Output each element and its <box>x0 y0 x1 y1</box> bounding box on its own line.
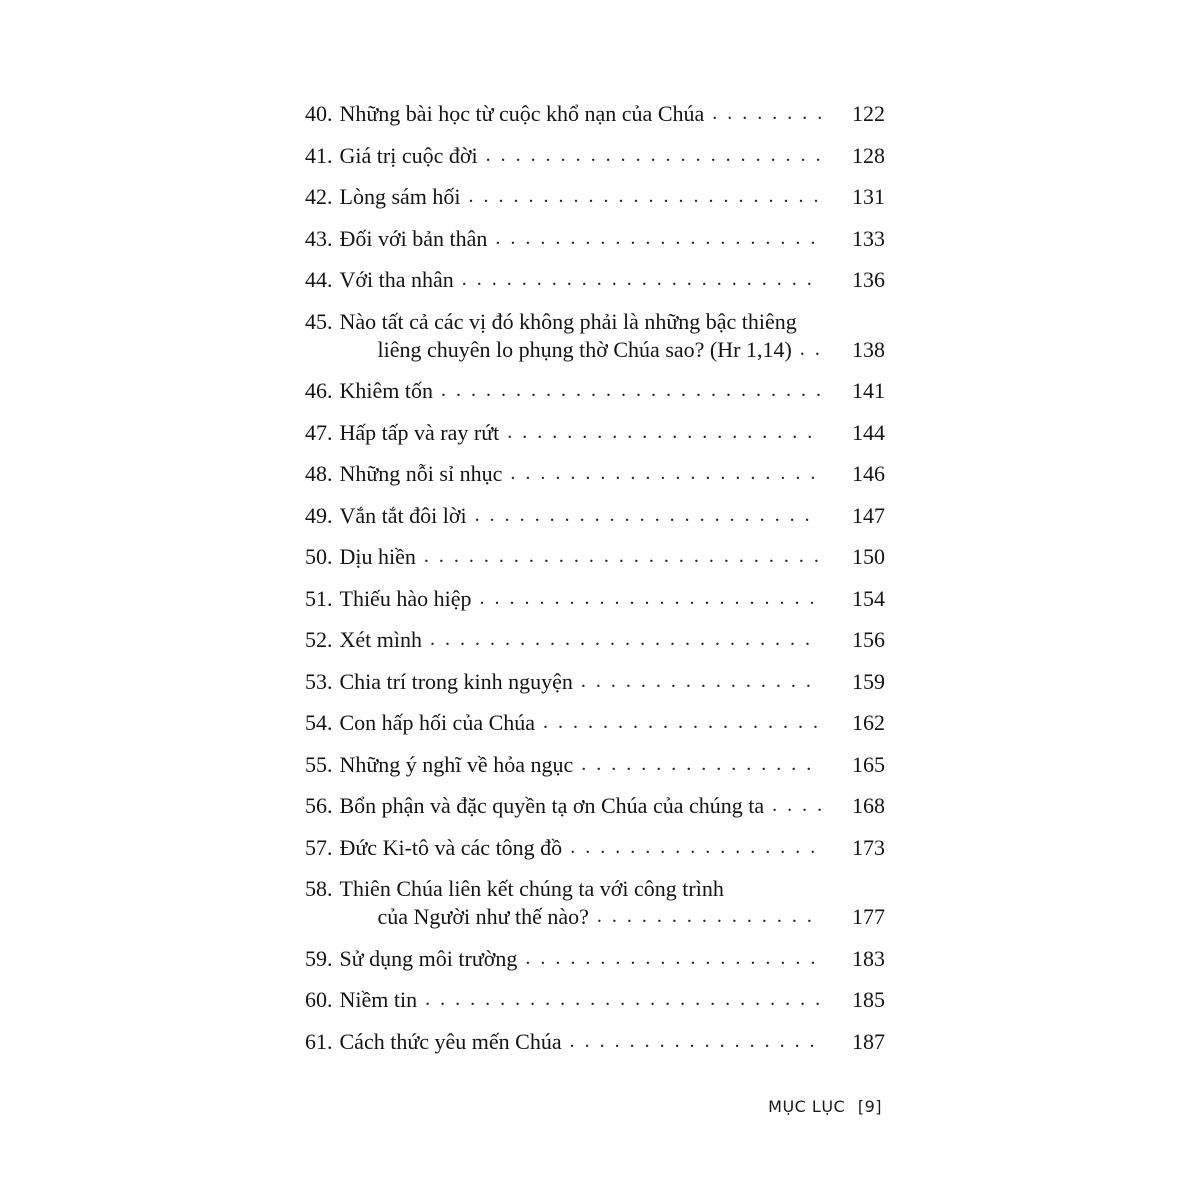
toc-entry-title: Xét mình <box>339 627 422 652</box>
toc-entry-line <box>340 792 886 821</box>
toc-entry-body <box>340 834 886 863</box>
toc-entry-page: 133 <box>852 225 885 251</box>
toc-entry[interactable] <box>305 626 885 655</box>
toc-entry-body <box>340 668 886 697</box>
toc-entry[interactable] <box>305 543 885 572</box>
toc-leader-dots <box>469 182 822 210</box>
toc-entry-body <box>340 308 886 365</box>
toc-entry[interactable] <box>305 419 885 448</box>
toc-leader-dots <box>772 791 821 819</box>
toc-entry-line <box>340 986 886 1015</box>
toc-leader-dots <box>525 944 821 972</box>
toc-leader-dots <box>486 141 821 169</box>
toc-entry-title-continued: của Người như thế nào? <box>377 904 589 929</box>
toc-entry-body <box>340 502 886 531</box>
toc-leader-dots <box>570 1027 821 1055</box>
toc-entry-number: 55. <box>305 751 333 777</box>
toc-entry[interactable] <box>305 225 885 254</box>
toc-entry[interactable] <box>305 183 885 212</box>
toc-entry-page: 147 <box>852 502 885 528</box>
toc-entry-number: 59. <box>305 945 333 971</box>
toc-entry-line <box>340 945 886 974</box>
toc-entry[interactable] <box>305 875 885 932</box>
toc-entry[interactable] <box>305 266 885 295</box>
toc-leader-dots <box>462 265 821 293</box>
toc-entry-page: 168 <box>852 793 885 818</box>
toc-entry-number: 53. <box>305 668 333 694</box>
toc-entry-title: Với tha nhân <box>339 267 454 292</box>
toc-entry-line <box>340 585 886 614</box>
toc-entry-number: 45. <box>305 308 333 334</box>
toc-entry-title: Cách thức yêu mến Chúa <box>339 1028 562 1054</box>
toc-leader-dots <box>800 335 821 363</box>
toc-entry-body <box>340 142 886 171</box>
toc-entry[interactable] <box>305 834 885 863</box>
toc-entry[interactable] <box>305 502 885 531</box>
toc-entry-page: 154 <box>852 585 885 611</box>
toc-leader-dots <box>507 418 821 446</box>
toc-entry-number: 49. <box>305 502 333 528</box>
toc-entry-line <box>340 834 886 863</box>
toc-entry-page: 183 <box>852 945 885 971</box>
toc-entry-title: Sử dụng môi trường <box>339 945 518 971</box>
toc-entry-line <box>340 626 886 655</box>
toc-entry[interactable] <box>305 308 885 365</box>
toc-entry-body <box>340 419 886 448</box>
toc-entry-number: 52. <box>305 627 333 652</box>
toc-entry-line <box>340 419 886 448</box>
toc-entry-title: Hấp tấp và ray rứt <box>339 419 500 445</box>
toc-entry-line <box>340 543 886 572</box>
toc-entry-title: Dịu hiền <box>339 544 416 569</box>
toc-entry-page: 185 <box>852 987 885 1012</box>
toc-entry-title: Giá trị cuộc đời <box>339 142 478 168</box>
toc-entry-title-continued-line <box>340 336 886 365</box>
toc-leader-dots <box>581 750 821 778</box>
toc-entry-title: Chia trí trong kinh nguyện <box>339 668 573 694</box>
toc-entry[interactable] <box>305 1028 885 1057</box>
toc-entry-body <box>340 792 886 821</box>
toc-entry-page: 138 <box>852 336 885 362</box>
table-of-contents <box>305 100 885 1069</box>
footer-page-number: [9] <box>857 1097 882 1116</box>
toc-leader-dots <box>581 667 821 695</box>
toc-entry-page: 187 <box>852 1028 885 1054</box>
toc-entry-title: Những bài học từ cuộc khổ nạn của Chúa <box>339 101 705 126</box>
toc-entry-line <box>340 751 886 780</box>
toc-entry-line <box>340 460 886 489</box>
toc-entry-number: 50. <box>305 544 333 569</box>
toc-entry-line <box>340 1028 886 1057</box>
toc-entry[interactable] <box>305 751 885 780</box>
toc-entry[interactable] <box>305 460 885 489</box>
toc-entry-body <box>340 1028 886 1057</box>
toc-entry-page: 141 <box>852 378 885 403</box>
toc-entry[interactable] <box>305 986 885 1015</box>
toc-entry[interactable] <box>305 377 885 406</box>
toc-entry-title: Đức Ki-tô và các tông đồ <box>339 834 563 860</box>
toc-leader-dots <box>475 501 821 529</box>
toc-entry-page: 165 <box>852 751 885 777</box>
toc-entry-title: Niềm tin <box>339 987 418 1012</box>
toc-entry-page: 162 <box>852 710 885 735</box>
toc-entry-page: 144 <box>852 419 885 445</box>
toc-entry-number: 61. <box>305 1028 333 1054</box>
toc-entry-line <box>340 266 886 295</box>
toc-leader-dots <box>495 224 821 252</box>
toc-entry-page: 122 <box>852 101 885 126</box>
toc-leader-dots <box>441 376 821 404</box>
toc-entry-title: Thiên Chúa liên kết chúng ta với công trình <box>339 876 724 901</box>
footer-label: MỤC LỤC <box>768 1097 846 1116</box>
toc-entry-title-continued-line <box>340 903 886 932</box>
toc-entry-line <box>340 668 886 697</box>
toc-entry-page: 156 <box>852 627 885 652</box>
toc-entry-title-continued: liêng chuyên lo phụng thờ Chúa sao? (Hr 1,14) <box>377 336 792 362</box>
toc-entry-body <box>340 585 886 614</box>
toc-entry-title: Con hấp hối của Chúa <box>339 710 536 735</box>
toc-entry-page: 150 <box>852 544 885 569</box>
page-footer <box>768 1097 882 1116</box>
toc-leader-dots <box>479 584 821 612</box>
toc-entry-number: 47. <box>305 419 333 445</box>
toc-entry-body <box>340 875 886 932</box>
toc-entry[interactable] <box>305 100 885 129</box>
toc-entry-body <box>340 709 886 738</box>
toc-entry-number: 44. <box>305 267 333 292</box>
toc-entry-line <box>340 502 886 531</box>
toc-entry-line <box>340 377 886 406</box>
toc-leader-dots <box>712 99 821 127</box>
toc-leader-dots <box>570 833 821 861</box>
toc-entry-line <box>340 100 886 129</box>
toc-entry-number: 40. <box>305 101 333 126</box>
toc-entry-body <box>340 460 886 489</box>
toc-entry-title: Khiêm tốn <box>339 378 433 403</box>
toc-entry[interactable] <box>305 945 885 974</box>
toc-entry-number: 51. <box>305 585 333 611</box>
toc-entry[interactable] <box>305 792 885 821</box>
toc-entry-line <box>340 142 886 171</box>
toc-entry-title: Đối với bản thân <box>339 225 488 251</box>
toc-leader-dots <box>543 708 821 736</box>
toc-leader-dots <box>510 459 821 487</box>
toc-entry-number: 43. <box>305 225 333 251</box>
toc-entry-body <box>340 183 886 212</box>
toc-entry-page: 177 <box>852 904 885 929</box>
toc-entry-body <box>340 945 886 974</box>
toc-entry-number: 60. <box>305 987 333 1012</box>
toc-entry-body <box>340 377 886 406</box>
toc-entry-title: Lòng sám hối <box>339 184 461 209</box>
toc-entry-page: 159 <box>852 668 885 694</box>
toc-entry-body <box>340 986 886 1015</box>
toc-entry-page: 146 <box>852 461 885 486</box>
toc-entry-body <box>340 266 886 295</box>
toc-entry[interactable] <box>305 585 885 614</box>
toc-entry-number: 41. <box>305 142 333 168</box>
toc-entry-number: 48. <box>305 461 333 486</box>
toc-entry-body <box>340 751 886 780</box>
toc-entry-body <box>340 626 886 655</box>
toc-entry-line <box>340 183 886 212</box>
toc-leader-dots <box>430 625 821 653</box>
toc-entry-number: 58. <box>305 876 333 901</box>
toc-entry-line <box>340 225 886 254</box>
toc-leader-dots <box>425 985 821 1013</box>
toc-entry-title: Những nỗi sỉ nhục <box>339 461 503 486</box>
toc-entry[interactable] <box>305 709 885 738</box>
toc-entry-page: 128 <box>852 142 885 168</box>
toc-entry-number: 54. <box>305 710 333 735</box>
toc-entry-page: 131 <box>852 184 885 209</box>
toc-entry-number: 42. <box>305 184 333 209</box>
toc-leader-dots <box>424 542 821 570</box>
toc-entry-title: Những ý nghĩ về hỏa ngục <box>339 751 574 777</box>
toc-entry[interactable] <box>305 668 885 697</box>
toc-entry-line <box>340 709 886 738</box>
toc-entry-title: Nào tất cả các vị đó không phải là những bậc thiêng <box>339 308 797 334</box>
toc-entry-title: Thiếu hào hiệp <box>339 585 472 611</box>
toc-entry[interactable] <box>305 142 885 171</box>
toc-entry-body <box>340 225 886 254</box>
toc-entry-body <box>340 100 886 129</box>
toc-entry-title: Bổn phận và đặc quyền tạ ơn Chúa của chúng ta <box>339 793 765 818</box>
toc-entry-page: 173 <box>852 834 885 860</box>
toc-entry-page: 136 <box>852 267 885 292</box>
toc-entry-title: Vắn tắt đôi lời <box>339 502 467 528</box>
toc-leader-dots <box>597 902 821 930</box>
toc-entry-body <box>340 543 886 572</box>
toc-entry-number: 56. <box>305 793 333 818</box>
toc-entry-number: 46. <box>305 378 333 403</box>
toc-entry-number: 57. <box>305 834 333 860</box>
